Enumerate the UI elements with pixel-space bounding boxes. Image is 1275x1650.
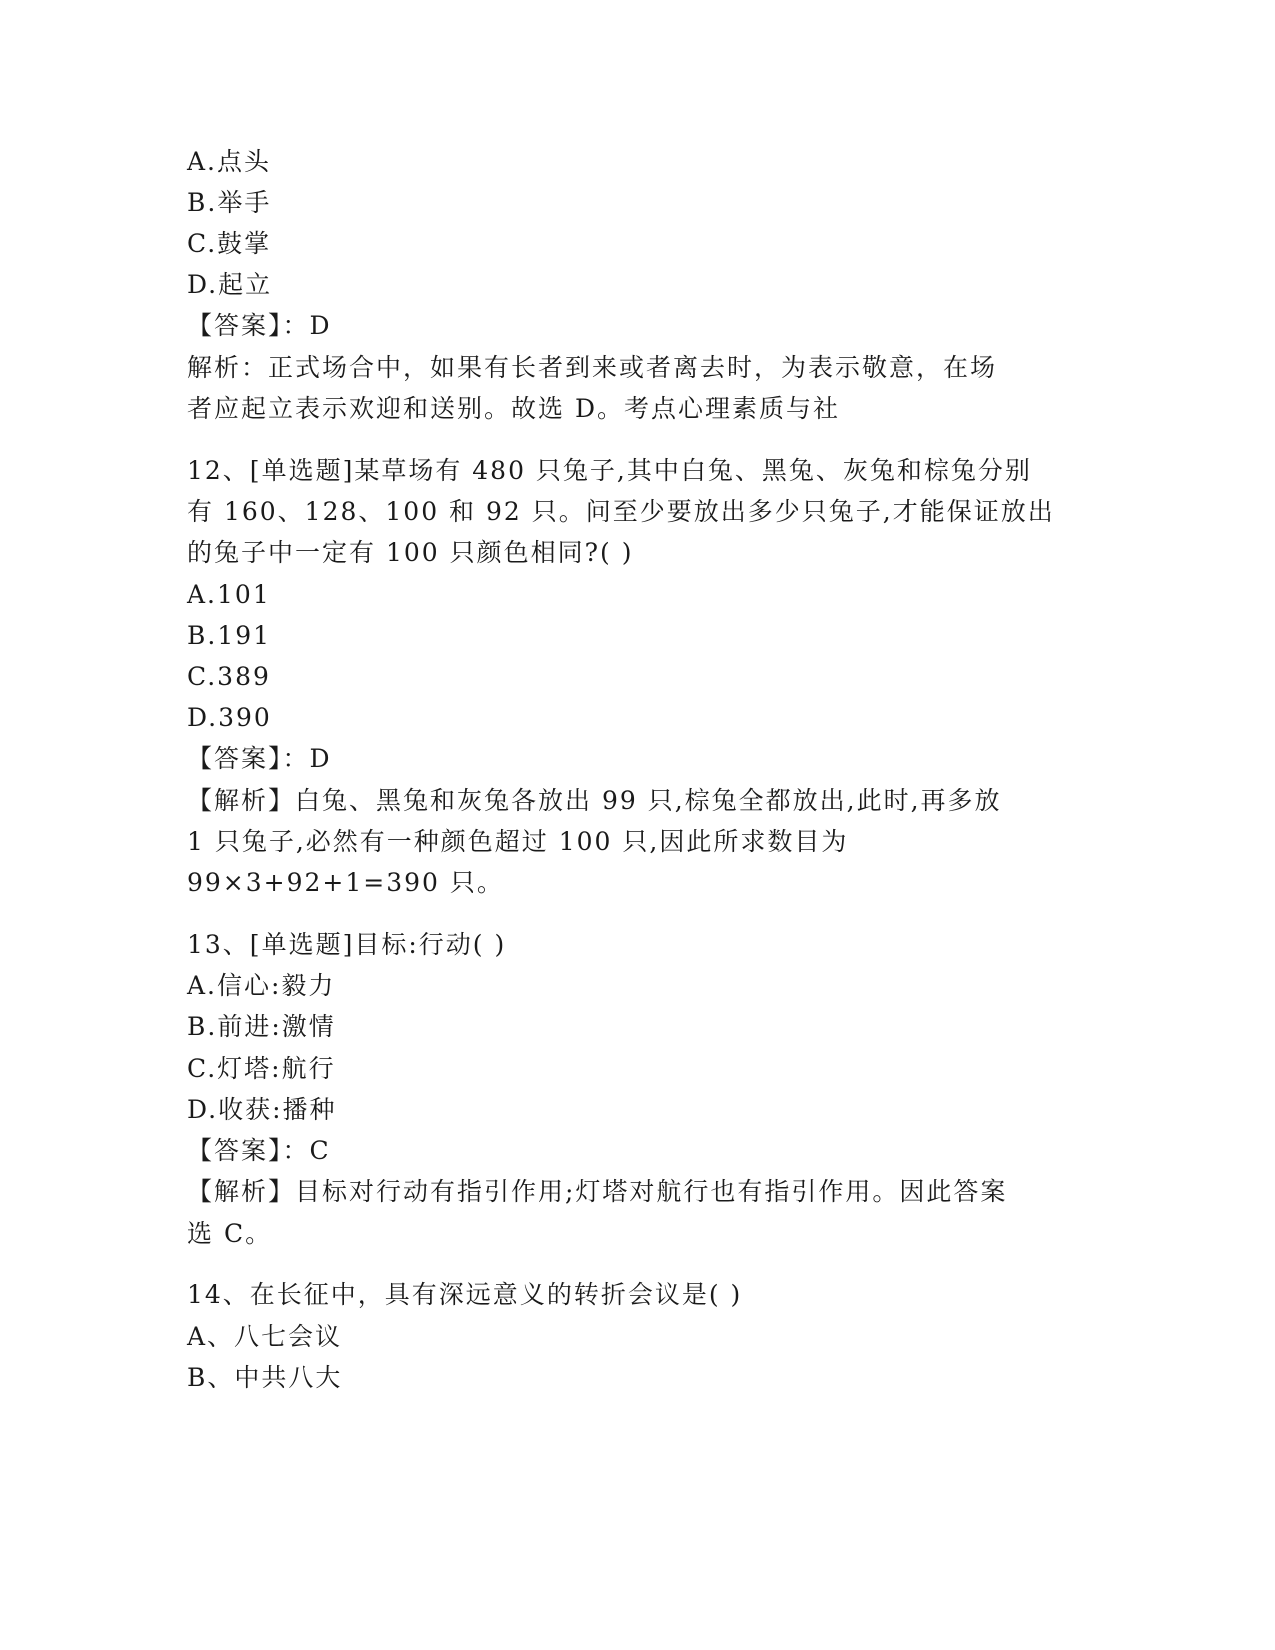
q11-analysis-line-2: 者应起立表示欢迎和送别。故选 D。考点心理素质与社 <box>187 394 840 423</box>
q13-option-c: C.灯塔:航行 <box>187 1054 336 1083</box>
q11-analysis-line-1: 解析：正式场合中，如果有长者到来或者离去时，为表示敬意，在场 <box>187 353 998 382</box>
q13-answer: 【答案】：C <box>187 1136 331 1165</box>
q13-option-b: B.前进:激情 <box>187 1012 336 1041</box>
q12-stem-line-3: 的兔子中一定有 100 只颜色相同?( ) <box>187 538 634 567</box>
q12-stem-line-2: 有 160、128、100 和 92 只。问至少要放出多少只兔子,才能保证放出 <box>187 497 1055 526</box>
q12-option-a: A.101 <box>187 580 271 609</box>
q12-analysis-line-2: 1 只兔子,必然有一种颜色超过 100 只,因此所求数目为 <box>187 827 849 856</box>
q13-option-d: D.收获:播种 <box>187 1095 337 1124</box>
q12-answer: 【答案】：D <box>187 744 332 773</box>
q12-option-c: C.389 <box>187 662 271 691</box>
q11-option-c: C.鼓掌 <box>187 229 272 258</box>
q12-stem-line-1: 12、[单选题]某草场有 480 只兔子,其中白兔、黑兔、灰兔和棕兔分别 <box>187 456 1032 485</box>
q11-option-b: B.举手 <box>187 188 272 217</box>
q11-option-a: A.点头 <box>187 147 272 176</box>
q14-stem: 14、在长征中，具有深远意义的转折会议是( ) <box>187 1280 743 1309</box>
q11-answer: 【答案】：D <box>187 311 332 340</box>
q12-option-b: B.191 <box>187 621 272 650</box>
q13-stem: 13、[单选题]目标:行动( ) <box>187 930 507 959</box>
q12-analysis-line-1: 【解析】白兔、黑兔和灰兔各放出 99 只,棕兔全都放出,此时,再多放 <box>187 786 1002 815</box>
q11-option-d: D.起立 <box>187 270 273 299</box>
q14-option-b: B、中共八大 <box>187 1363 343 1392</box>
q13-analysis-line-1: 【解析】目标对行动有指引作用;灯塔对航行也有指引作用。因此答案 <box>187 1177 1008 1206</box>
q12-option-d: D.390 <box>187 703 272 732</box>
q13-analysis-line-2: 选 C。 <box>187 1219 273 1248</box>
q13-option-a: A.信心:毅力 <box>187 971 336 1000</box>
q14-option-a: A、八七会议 <box>187 1322 343 1351</box>
q12-analysis-line-3: 99×3+92+1=390 只。 <box>187 868 504 897</box>
